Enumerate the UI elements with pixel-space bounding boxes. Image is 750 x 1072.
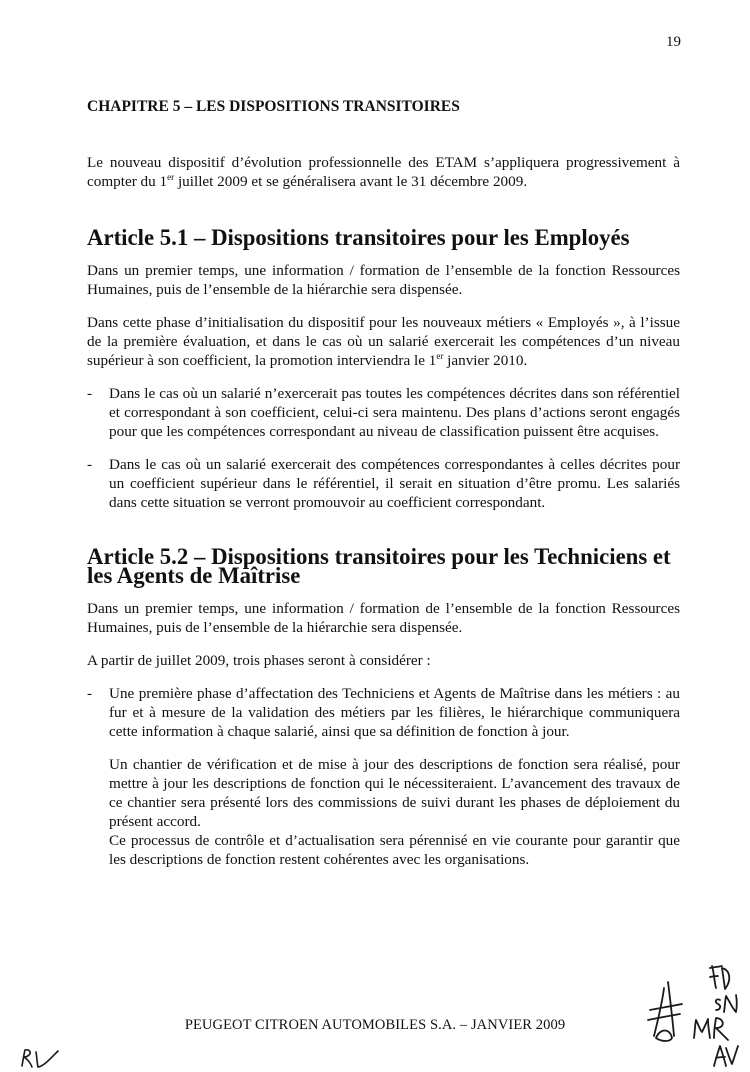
article-5-1-paragraph-2-start: Dans cette phase d’initialisation du dispositif pour les nouveaux métiers « Employés », à l’issue de la première évaluation, et dans le cas où un salarié exercerait les compétences d’un niveau supérieur à son coefficient, la promotion interviendra le 1	[87, 314, 680, 369]
chapter-title: CHAPITRE 5 – LES DISPOSITIONS TRANSITOIRES	[87, 98, 460, 115]
handwritten-initials-right	[644, 958, 744, 1070]
article-5-2-bullet-list	[87, 684, 680, 869]
article-5-1-title: Article 5.1 – Dispositions transitoires pour les Employés	[87, 225, 630, 250]
bullet-text: Dans le cas où un salarié exercerait des compétences correspondantes à celles décrites pour un coefficient supérieur dans le référentiel, il serait en situation d’être promu. Les salariés dans cette situation se verront promouvoir au coefficient correspondant.	[109, 456, 680, 511]
page-footer: PEUGEOT CITROEN AUTOMOBILES S.A. – JANVIER 2009	[184, 1017, 566, 1033]
article-5-2-title: Article 5.2 – Dispositions transitoires pour les Techniciens et les Agents de Maîtrise	[87, 544, 671, 588]
article-5-2-paragraph-1: Dans un premier temps, une information / formation de l’ensemble de la fonction Ressources Humaines, puis de l’ensemble de la hiérarchie sera dispensée.	[87, 600, 680, 636]
bullet-sub-paragraph: Un chantier de vérification et de mise à jour des descriptions de fonction sera réalisé, pour mettre à jour les descriptions de fonction qui le nécessiteraient. L’avancement des travaux de ce chantier sera présenté lors des commissions de suivi durant les phases de déploiement du présent accord.	[109, 756, 680, 830]
bullet-text: Dans le cas où un salarié n’exercerait pas toutes les compétences décrites dans son référentiel et correspondant à son coefficient, celui-ci sera maintenu. Des plans d’actions seront engagés pour que les compétences correspondant au niveau de classification puissent être acquises.	[109, 385, 680, 440]
bullet-text: Une première phase d’affectation des Techniciens et Agents de Maîtrise dans les métiers : au fur et à mesure de la validation des métiers par les filières, le hiérarchique communiquera cette information à chaque salarié, ainsi que sa définition de fonction à jour.	[109, 685, 680, 740]
bullet-dash: -	[87, 385, 93, 402]
article-5-1-superscript: er	[436, 351, 444, 361]
intro-text-start: Le nouveau dispositif d’évolution professionnelle des ETAM s’appliquera progressivement à compter du 1	[87, 154, 680, 190]
bullet-dash: -	[87, 456, 93, 473]
article-5-1-bullet-list	[87, 384, 680, 512]
intro-superscript: er	[167, 172, 175, 182]
intro-paragraph	[87, 153, 680, 191]
article-5-1-paragraph-2	[87, 313, 680, 370]
intro-text-end: juillet 2009 et se généralisera avant le 31 décembre 2009.	[174, 173, 528, 190]
article-5-2-paragraph-2: A partir de juillet 2009, trois phases seront à considérer :	[87, 652, 431, 669]
bullet-sub-paragraph: Ce processus de contrôle et d’actualisation sera pérennisé en vie courante pour garantir que les descriptions de fonction restent cohérentes avec les organisations.	[109, 832, 680, 868]
page-content	[87, 97, 680, 883]
bullet-dash: -	[87, 685, 93, 702]
article-5-1-paragraph-1: Dans un premier temps, une information / formation de l’ensemble de la fonction Ressources Humaines, puis de l’ensemble de la hiérarchie sera dispensée.	[87, 262, 680, 298]
list-item	[87, 455, 680, 512]
article-5-1-paragraph-2-end: janvier 2010.	[443, 352, 528, 369]
list-item	[87, 384, 680, 441]
handwritten-initials-left	[18, 1046, 64, 1070]
list-item	[87, 684, 680, 869]
page-number: 19	[666, 34, 681, 50]
